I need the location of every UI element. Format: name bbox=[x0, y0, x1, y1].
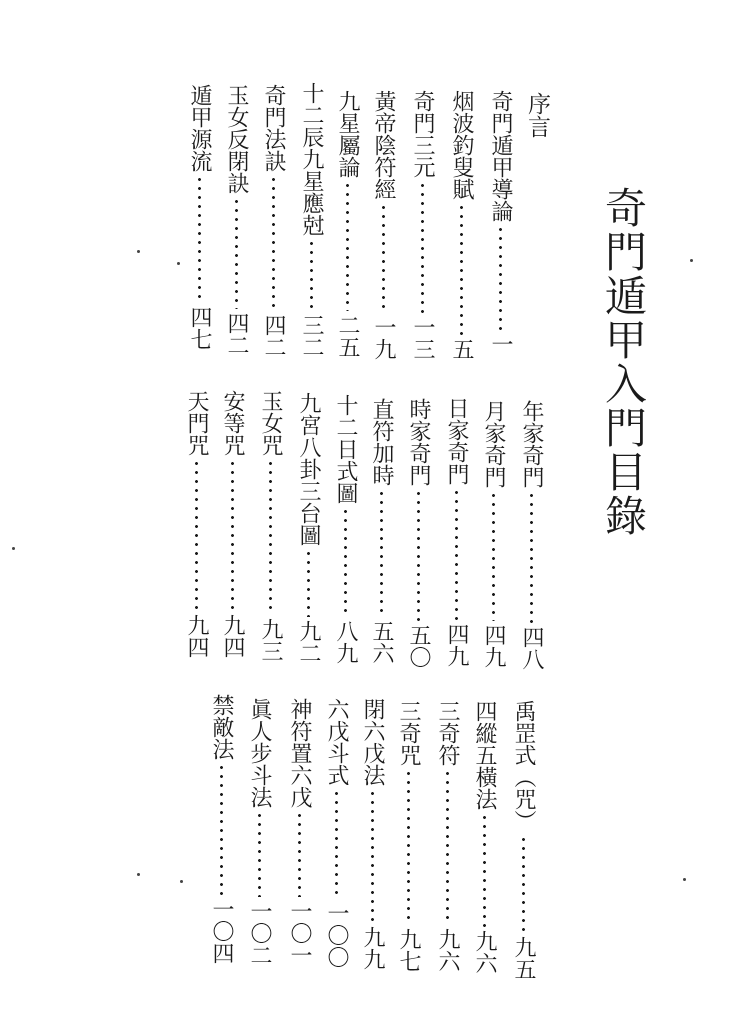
entry-title: 閉六戊法 bbox=[360, 698, 385, 786]
scan-speck bbox=[177, 262, 180, 265]
scan-speck bbox=[690, 259, 693, 262]
toc-entry[interactable] bbox=[441, 397, 471, 667]
entry-page: 五六 bbox=[369, 620, 394, 664]
leader-dots bbox=[235, 197, 238, 309]
leader-dots bbox=[195, 459, 198, 611]
entry-title: 禁敵法 bbox=[209, 694, 234, 760]
entry-page: 四八 bbox=[519, 626, 544, 670]
toc-entry[interactable] bbox=[284, 698, 314, 966]
leader-dots bbox=[220, 763, 223, 895]
entry-page: 一〇〇 bbox=[324, 902, 349, 968]
entry-title: 黃帝陰符經 bbox=[371, 90, 396, 200]
leader-dots bbox=[346, 181, 349, 311]
entry-page: 三二 bbox=[299, 314, 324, 358]
entry-title: 眞人步斗法 bbox=[247, 698, 272, 808]
entry-page: 四二 bbox=[261, 314, 286, 358]
toc-entry[interactable] bbox=[485, 90, 515, 355]
toc-entry[interactable] bbox=[258, 84, 288, 358]
entry-page: 四九 bbox=[444, 623, 469, 667]
toc-entry[interactable] bbox=[184, 84, 214, 350]
entry-page: 四二 bbox=[224, 312, 249, 356]
leader-dots bbox=[455, 488, 458, 620]
toc-entry[interactable] bbox=[332, 90, 362, 358]
entry-title: 年家奇門 bbox=[519, 400, 544, 488]
leader-dots bbox=[198, 175, 201, 303]
toc-entry[interactable] bbox=[321, 698, 351, 968]
leader-dots bbox=[269, 459, 272, 615]
entry-page: 一〇一 bbox=[287, 900, 312, 966]
entry-title: 日家奇門 bbox=[444, 397, 469, 485]
entry-page: 一〇四 bbox=[209, 898, 234, 964]
entry-title: 三奇咒 bbox=[396, 700, 421, 766]
entry-page: 一 bbox=[488, 333, 513, 355]
leader-dots bbox=[231, 459, 234, 611]
leader-dots bbox=[421, 181, 424, 313]
toc-entry[interactable] bbox=[403, 398, 433, 668]
entry-page: 九七 bbox=[396, 928, 421, 972]
leader-dots bbox=[499, 225, 502, 330]
entry-title: 遁甲源流 bbox=[187, 84, 212, 172]
toc-entry[interactable] bbox=[407, 90, 437, 360]
scan-speck bbox=[180, 880, 183, 883]
entry-title: 神符置六戊 bbox=[287, 698, 312, 808]
entry-title: 三奇符 bbox=[435, 700, 460, 766]
entry-page: 五 bbox=[449, 338, 474, 360]
leader-dots bbox=[344, 507, 347, 617]
entry-title: 九星屬論 bbox=[335, 90, 360, 178]
preface-heading: 序言 bbox=[524, 92, 550, 138]
entry-title: 十二日式圖 bbox=[333, 394, 358, 504]
leader-dots bbox=[310, 239, 313, 311]
toc-entry[interactable] bbox=[255, 390, 285, 662]
toc-entry[interactable] bbox=[357, 698, 387, 970]
leader-dots bbox=[272, 175, 275, 311]
leader-dots bbox=[407, 769, 410, 925]
toc-entry[interactable] bbox=[446, 90, 476, 360]
entry-page: 五〇 bbox=[406, 624, 431, 668]
entry-title: 奇門遁甲導論 bbox=[488, 90, 513, 222]
toc-entry[interactable] bbox=[330, 394, 360, 664]
entry-title: 直符加時 bbox=[369, 398, 394, 486]
scan-speck bbox=[683, 878, 686, 881]
toc-entry[interactable] bbox=[469, 700, 499, 974]
entry-page: 八九 bbox=[333, 620, 358, 664]
toc-entry[interactable] bbox=[221, 84, 251, 356]
entry-title: 玉女咒 bbox=[258, 390, 283, 456]
entry-title: 天門咒 bbox=[184, 390, 209, 456]
leader-dots bbox=[380, 489, 383, 617]
leader-dots bbox=[460, 203, 463, 335]
entry-title: 時家奇門 bbox=[406, 398, 431, 486]
leader-dots bbox=[492, 491, 495, 621]
leader-dots bbox=[483, 813, 486, 927]
toc-entry[interactable] bbox=[508, 700, 538, 980]
toc-entry[interactable] bbox=[366, 398, 396, 664]
entry-page: 一三 bbox=[410, 316, 435, 360]
entry-title: 十二辰九星應尅 bbox=[299, 82, 324, 236]
toc-entry[interactable] bbox=[516, 400, 546, 670]
entry-page: 九四 bbox=[184, 614, 209, 658]
entry-page: 九六 bbox=[435, 928, 460, 972]
toc-entry[interactable] bbox=[244, 698, 274, 966]
leader-dots bbox=[417, 489, 420, 621]
entry-page: 九二 bbox=[296, 620, 321, 664]
scan-speck bbox=[137, 873, 140, 876]
entry-title: 奇門法訣 bbox=[261, 84, 286, 172]
leader-dots bbox=[522, 835, 525, 933]
toc-entry[interactable] bbox=[217, 390, 247, 658]
entry-title: 奇門三元 bbox=[410, 90, 435, 178]
entry-page: 一〇二 bbox=[247, 900, 272, 966]
entry-title: 六戊斗式 bbox=[324, 698, 349, 786]
toc-entry[interactable] bbox=[181, 390, 211, 658]
entry-page: 一九 bbox=[371, 316, 396, 360]
scan-speck bbox=[12, 547, 15, 550]
leader-dots bbox=[446, 769, 449, 925]
leader-dots bbox=[258, 811, 261, 897]
entry-page: 四七 bbox=[187, 306, 212, 350]
entry-title: 月家奇門 bbox=[481, 400, 506, 488]
scan-speck bbox=[137, 250, 140, 253]
entry-page: 九三 bbox=[258, 618, 283, 662]
toc-entry[interactable] bbox=[478, 400, 508, 668]
toc-entry[interactable] bbox=[296, 82, 326, 358]
toc-entry[interactable] bbox=[293, 392, 323, 664]
entry-page: 九四 bbox=[220, 614, 245, 658]
entry-title: 玉女反閉訣 bbox=[224, 84, 249, 194]
entry-page: 二五 bbox=[335, 314, 360, 358]
entry-title: 烟波釣叟賦 bbox=[449, 90, 474, 200]
entry-page: 九九 bbox=[360, 926, 385, 970]
entry-page: 九六 bbox=[472, 930, 497, 974]
leader-dots bbox=[307, 549, 310, 617]
leader-dots bbox=[335, 789, 338, 899]
entry-page: 九五 bbox=[511, 936, 536, 980]
toc-entry[interactable] bbox=[206, 694, 236, 964]
leader-dots bbox=[298, 811, 301, 897]
leader-dots bbox=[530, 491, 533, 623]
entry-page: 四九 bbox=[481, 624, 506, 668]
toc-entry[interactable] bbox=[368, 90, 398, 360]
toc-entry[interactable] bbox=[393, 700, 423, 972]
leader-dots bbox=[371, 789, 374, 923]
toc-entry[interactable] bbox=[432, 700, 462, 972]
entry-title: 九宮八卦三台圖 bbox=[296, 392, 321, 546]
entry-title: 安等咒 bbox=[220, 390, 245, 456]
entry-title: 四縱五橫法 bbox=[472, 700, 497, 810]
page-title: 奇門遁甲入門目錄 bbox=[599, 186, 648, 538]
leader-dots bbox=[382, 203, 385, 313]
entry-title: 禹罡式（咒） bbox=[511, 700, 536, 832]
